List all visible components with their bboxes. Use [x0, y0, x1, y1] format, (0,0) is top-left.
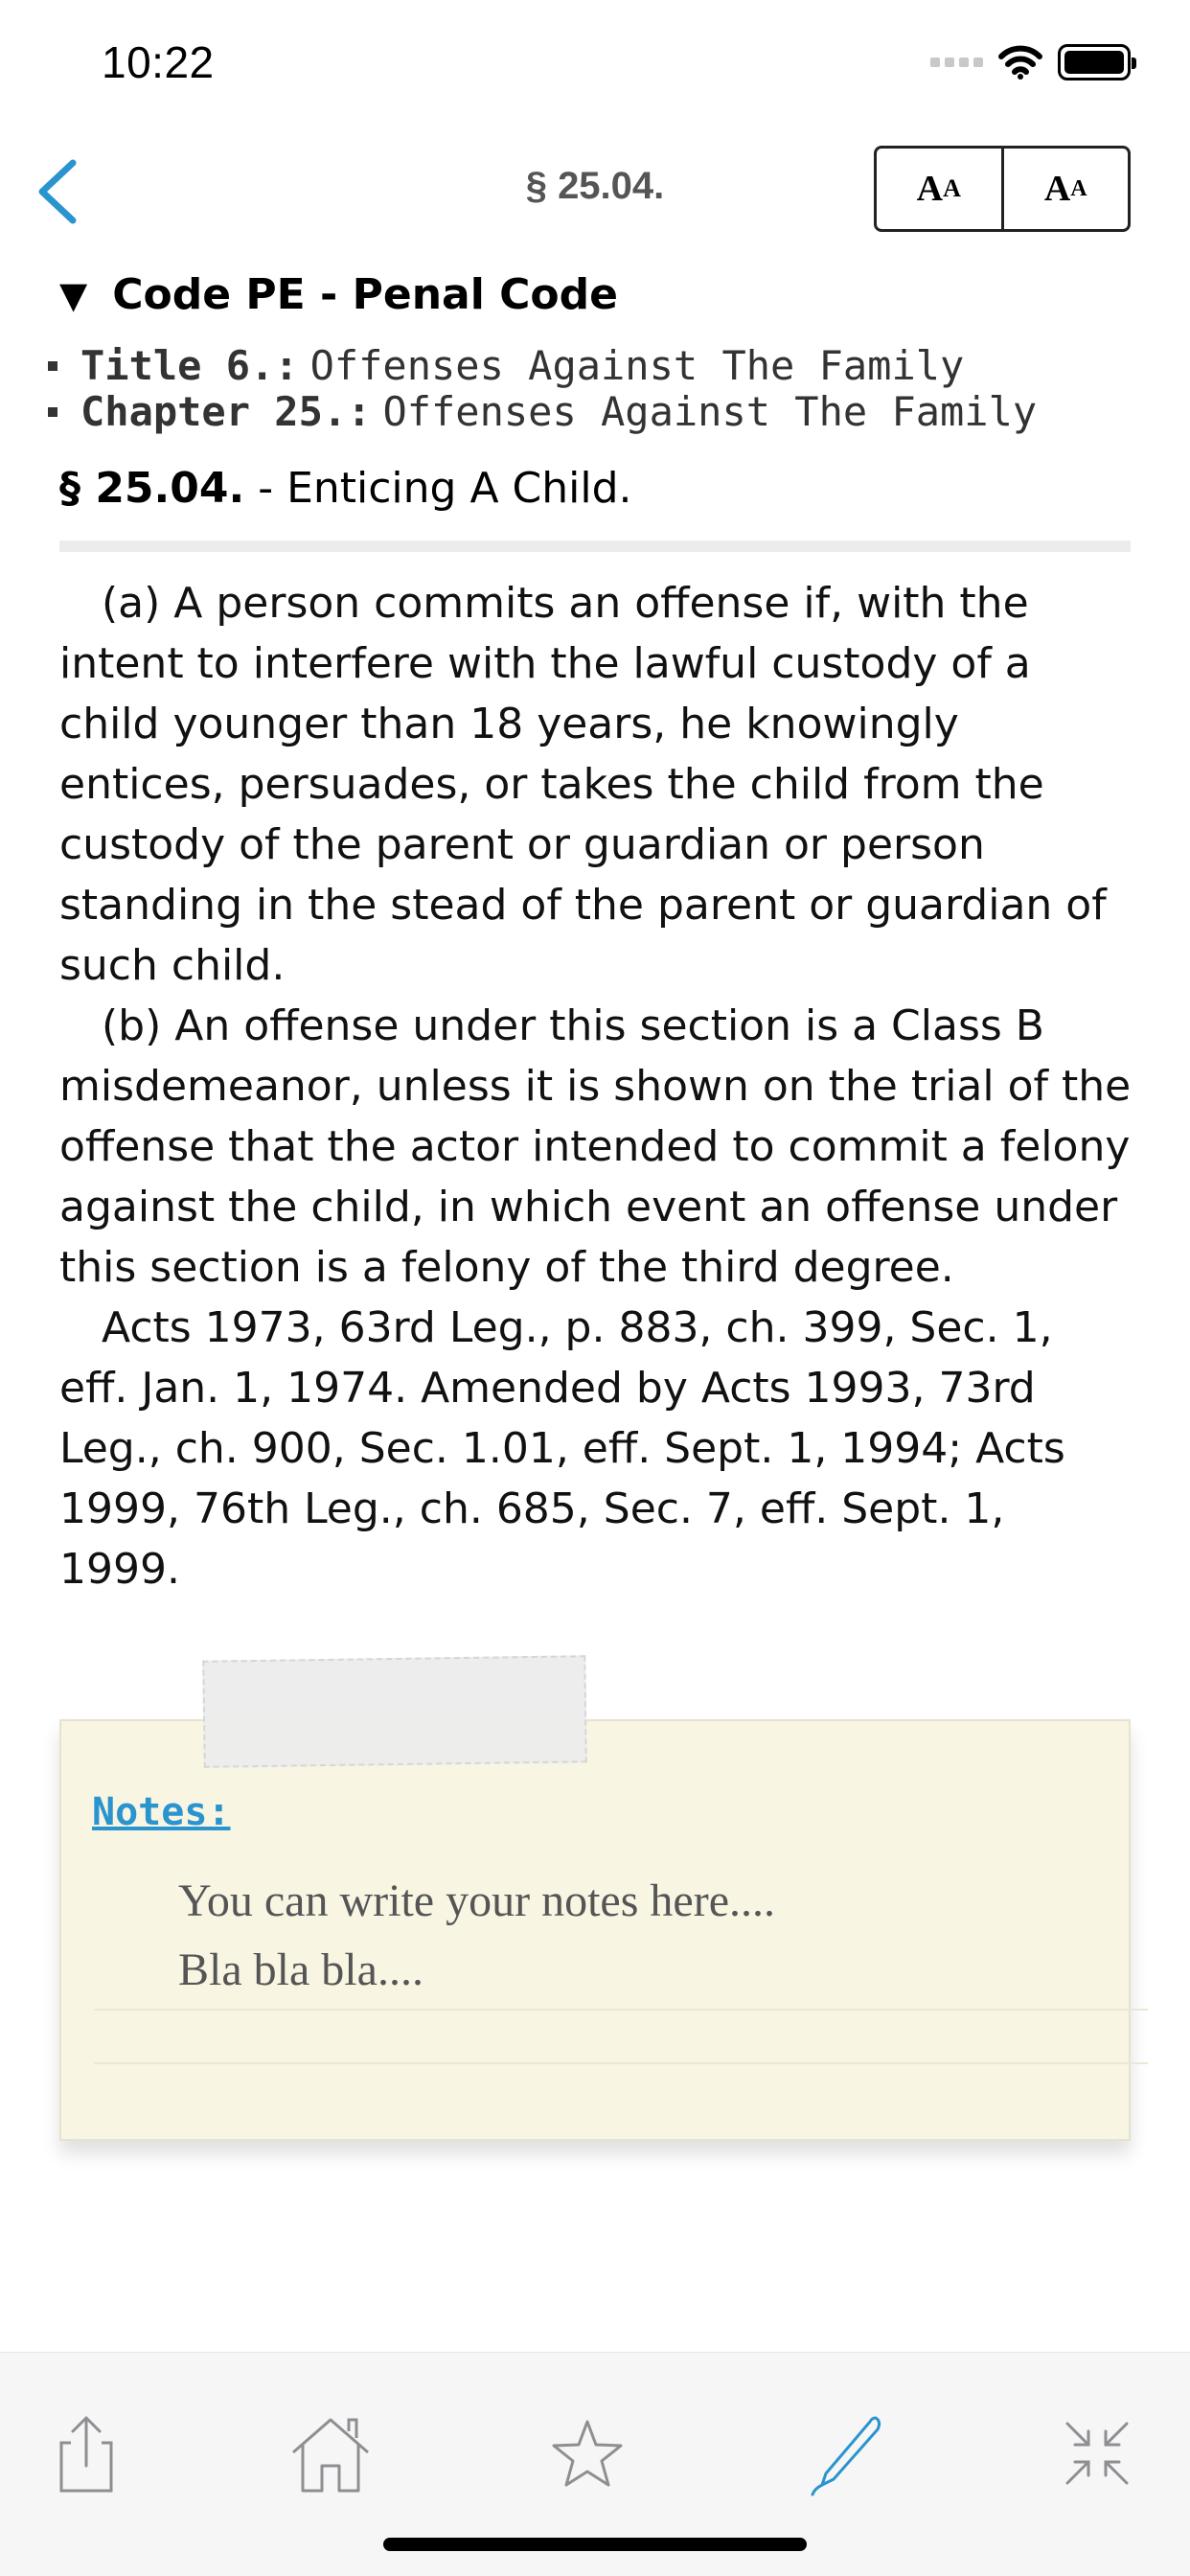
paragraph-b: (b) An offense under this section is a Class B misdemeanor, unless it is shown on the trial of the offense that the actor intended to commit a felony against the child, in which event an offense under this section is a felony of the third degree. [59, 1001, 1132, 1292]
breadcrumb [48, 343, 1037, 435]
breadcrumb-chapter[interactable] [48, 389, 1037, 435]
font-size-control [874, 146, 1131, 232]
paragraph-a: (a) A person commits an offense if, with the intent to interfere with the lawful custody of a child younger than 18 years, he knowingly entices, persuades, or takes the child from the custody of the parent or guardian or person standing in the stead of the parent or guardian of such child. [59, 579, 1107, 990]
font-increase-button[interactable]: A A [1001, 149, 1129, 229]
home-button[interactable] [287, 2410, 374, 2496]
star-icon [544, 2410, 630, 2496]
font-decrease-button[interactable]: A A [916, 169, 961, 209]
bullet-icon [48, 407, 57, 417]
font-decrease-label: A [916, 169, 944, 209]
page-title: § 25.04. [525, 165, 665, 207]
section-body [59, 573, 1133, 1599]
breadcrumb-key: Chapter 25.: [80, 388, 372, 435]
battery-icon [1058, 44, 1131, 80]
bullet-icon [48, 361, 57, 371]
notes-card[interactable] [59, 1719, 1131, 2141]
notes-line: Bla bla bla.... [178, 1944, 423, 1995]
collapse-icon [1054, 2410, 1140, 2496]
breadcrumb-value: Offenses Against The Family [309, 342, 965, 389]
section-heading [59, 464, 632, 513]
code-disclosure[interactable] [59, 270, 618, 319]
status-indicators [930, 44, 1131, 80]
notes-line: You can write your notes here.... [178, 1875, 775, 1926]
wifi-icon [998, 45, 1042, 80]
disclosure-triangle-icon: ▼ [59, 273, 88, 316]
collapse-button[interactable] [1054, 2410, 1140, 2496]
notes-label: Notes: [92, 1790, 231, 1834]
home-icon [287, 2410, 374, 2496]
cellular-signal-icon [930, 58, 983, 67]
home-indicator[interactable] [383, 2538, 807, 2551]
divider [59, 540, 1131, 552]
breadcrumb-key: Title 6.: [80, 342, 299, 389]
share-button[interactable] [42, 2410, 128, 2496]
share-icon [42, 2410, 128, 2496]
notes-rule [94, 2009, 1148, 2011]
font-increase-label: A [1043, 169, 1071, 209]
notes-rule [94, 2062, 1148, 2064]
section-number: § 25.04. [59, 464, 245, 513]
status-time: 10:22 [102, 37, 215, 87]
breadcrumb-title[interactable] [48, 343, 1037, 389]
tape-decoration [202, 1655, 587, 1768]
section-title: - Enticing A Child. [244, 464, 632, 513]
pen-icon [801, 2410, 887, 2496]
code-label: Code PE - Penal Code [112, 270, 618, 319]
notes-edit-button[interactable] [801, 2410, 887, 2496]
breadcrumb-value: Offenses Against The Family [382, 388, 1038, 435]
history-paragraph: Acts 1973, 63rd Leg., p. 883, ch. 399, Sec. 1, eff. Jan. 1, 1974. Amended by Acts 1993, 73rd Leg., ch. 900, Sec. 1.01, eff. Sept. 1, 1994; Acts 1999, 76th Leg., ch. 685, Sec. 7, eff. Sept. 1, 1999. [59, 1303, 1065, 1594]
favorite-button[interactable] [544, 2410, 630, 2496]
notes-text-area[interactable] [178, 1867, 775, 2005]
